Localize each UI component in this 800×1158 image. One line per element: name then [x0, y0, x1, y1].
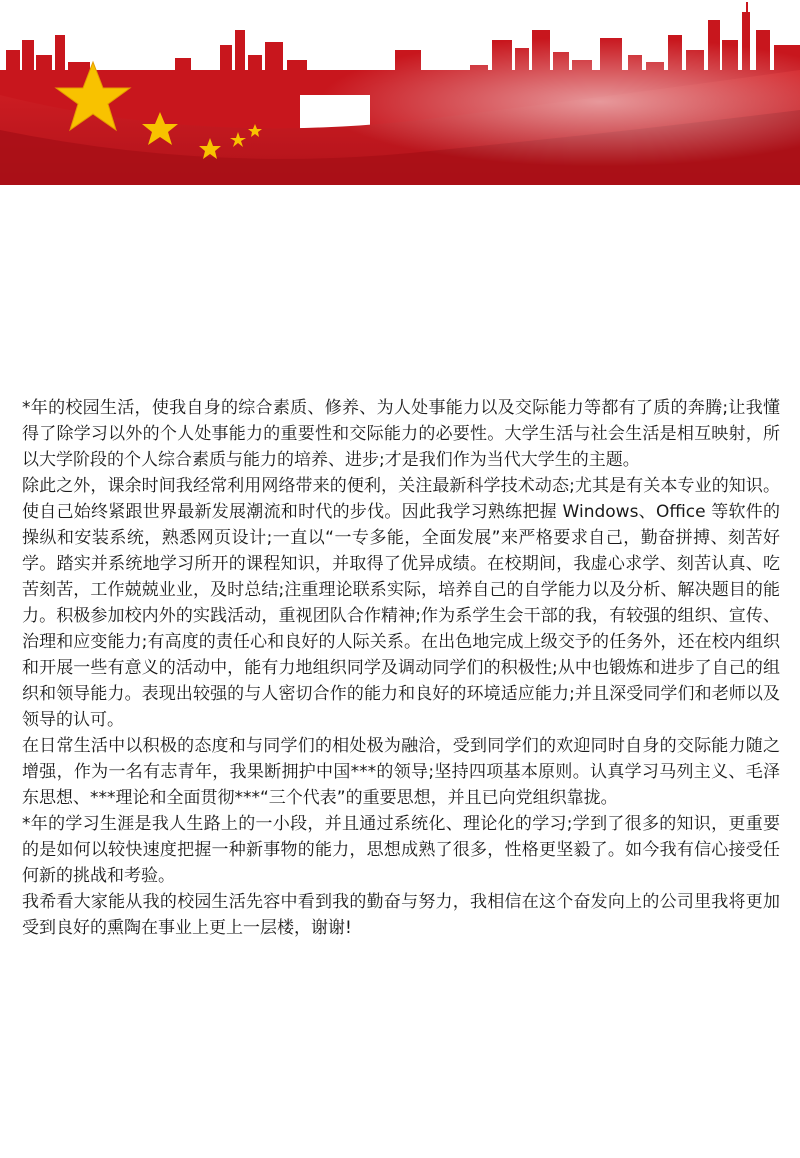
paragraph: 我希看大家能从我的校园生活先容中看到我的勤奋与努力，我相信在这个奋发向上的公司里我将更加受到良好的熏陶在事业上更上一层楼，谢谢!: [22, 892, 780, 938]
document-body: [22, 395, 780, 941]
paragraph: 除此之外，课余时间我经常利用网络带来的便利，关注最新科学技术动态;尤其是有关本专业的知识。使自己始终紧跟世界最新发展潮流和时代的步伐。因此我学习熟练把握 Windows、Office 等软件的操纵和安装系统，熟悉网页设计;一直以“一专多能，全面发展”来严格要求自己，勤奋拼搏、刻苦好学。踏实并系统地学习所开的课程知识，并取得了优异成绩。在校期间，我虚心求学、刻苦认真、吃苦刻苦，工作兢兢业业，及时总结;注重理论联系实际，培养自己的自学能力以及分析、解决题目的能力。积极参加校内外的实践活动，重视团队合作精神;作为系学生会干部的我，有较强的组织、宣传、治理和应变能力;有高度的责任心和良好的人际关系。在出色地完成上级交予的任务外，还在校内组织和开展一些有意义的活动中，能有力地组织同学及调动同学们的积极性;从中也锻炼和进步了自己的组织和领导能力。表现出较强的与人密切合作的能力和良好的环境适应能力;并且深受同学们和老师以及领导的认可。: [22, 476, 780, 730]
paragraph: *年的校园生活，使我自身的综合素质、修养、为人处事能力以及交际能力等都有了质的奔腾;让我懂得了除学习以外的个人处事能力的重要性和交际能力的必要性。大学生活与社会生活是相互映射，所以大学阶段的个人综合素质与能力的培养、进步;才是我们作为当代大学生的主题。: [22, 398, 780, 470]
header-banner: [0, 0, 800, 185]
paragraph: 在日常生活中以积极的态度和与同学们的相处极为融洽，受到同学们的欢迎同时自身的交际能力随之增强，作为一名有志青年，我果断拥护中国***的领导;坚持四项基本原则。认真学习马列主义、毛泽东思想、***理论和全面贯彻***“三个代表”的重要思想，并且已向党组织靠拢。: [22, 736, 780, 808]
paragraph: *年的学习生涯是我人生路上的一小段，并且通过系统化、理论化的学习;学到了很多的知识，更重要的是如何以较快速度把握一种新事物的能力，思想成熟了很多，性格更坚毅了。如今我有信心接受任何新的挑战和考验。: [22, 814, 780, 886]
